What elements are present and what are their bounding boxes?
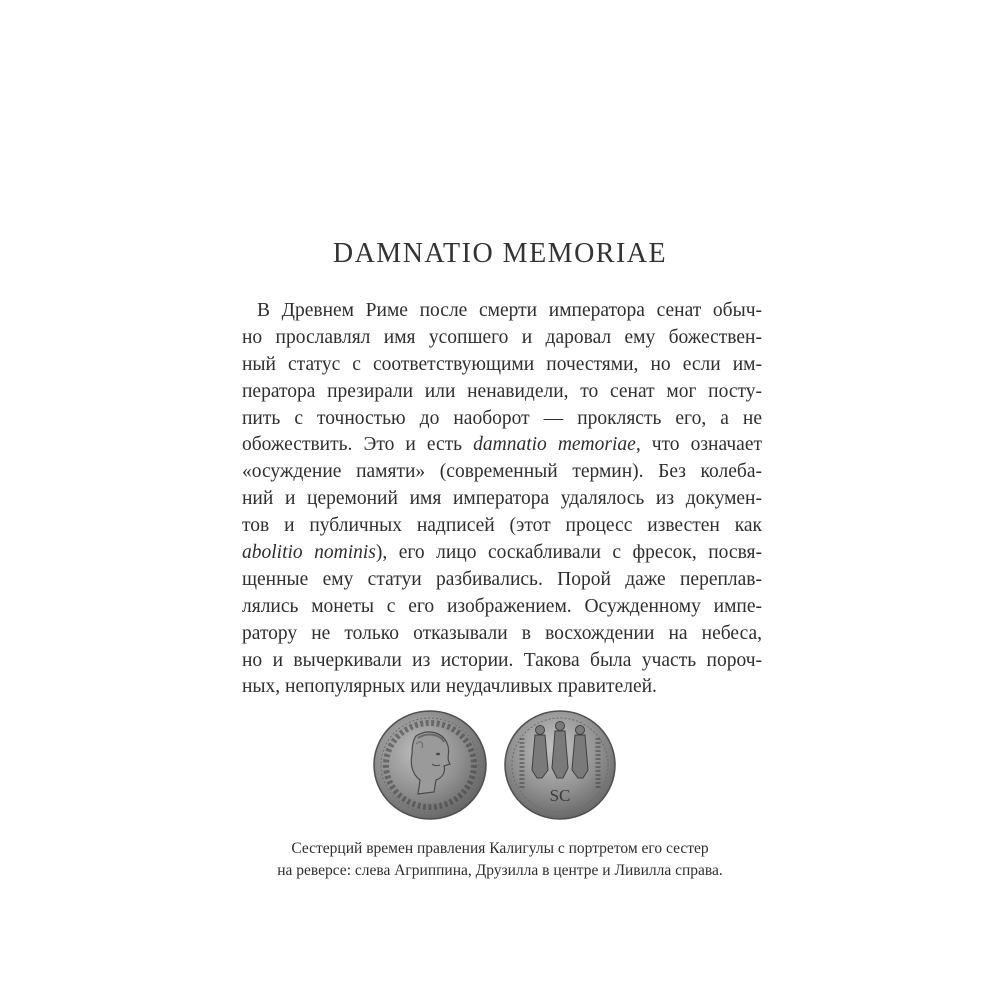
latin-term: damnatio memoriae — [473, 434, 636, 456]
caption-line: Сестерций времен правления Калигулы с портретом его сестер — [291, 840, 709, 857]
caption-line: на реверсе: слева Агриппина, Друзилла в центре и Ливилла справа. — [277, 862, 723, 879]
sestertius-coins-image — [372, 708, 622, 820]
paragraph-line: щенные ему статуи разбивались. Порой даже переплав- — [242, 568, 762, 590]
paragraph-line: ных, непопулярных или неудачливых правителей. — [242, 676, 657, 698]
latin-term: abolitio nominis — [242, 542, 376, 564]
paragraph-line: тов и публичных надписей (этот процесс известен как — [242, 515, 762, 537]
paragraph-line — [242, 540, 762, 567]
paragraph-line: ный статус с соответствующими почестями, но если им- — [242, 353, 762, 375]
line-segment: ), его лицо соскабливали с фресок, посвя- — [375, 542, 762, 564]
paragraph-line: ний и церемоний имя императора удалялось из докумен- — [242, 488, 762, 510]
paragraph-line — [242, 432, 762, 459]
line-segment: , что означает — [635, 434, 762, 456]
paragraph-line: «осуждение памяти» (современный термин). Без колеба- — [242, 461, 762, 483]
paragraph-line: но прославлял имя усопшего и даровал ему божествен- — [242, 326, 762, 348]
coin-reverse — [505, 711, 615, 819]
paragraph-line: лялись монеты с его изображением. Осужденному импе- — [242, 595, 762, 617]
coin-sc-letters: SC — [549, 786, 571, 805]
paragraph-line: пить с точностью до наоборот — проклясть его, а не — [242, 407, 762, 429]
three-sisters-figures — [532, 722, 588, 779]
chapter-title: DAMNATIO MEMORIAE — [332, 238, 668, 269]
paragraph-line: В Древнем Риме после смерти императора сенат обыч- — [257, 300, 762, 321]
paragraph-line: ратору не только отказывали в восхождении на небеса, — [242, 622, 762, 644]
paragraph-line: ператора презирали или ненавидели, то сенат мог посту- — [242, 380, 762, 402]
body-paragraph — [242, 298, 762, 701]
coin-obverse — [374, 711, 486, 819]
figure-caption — [230, 838, 770, 882]
line-segment: обожествить. Это и есть — [242, 434, 474, 456]
paragraph-line: но и вычеркивали из истории. Такова была участь пороч- — [242, 649, 762, 671]
